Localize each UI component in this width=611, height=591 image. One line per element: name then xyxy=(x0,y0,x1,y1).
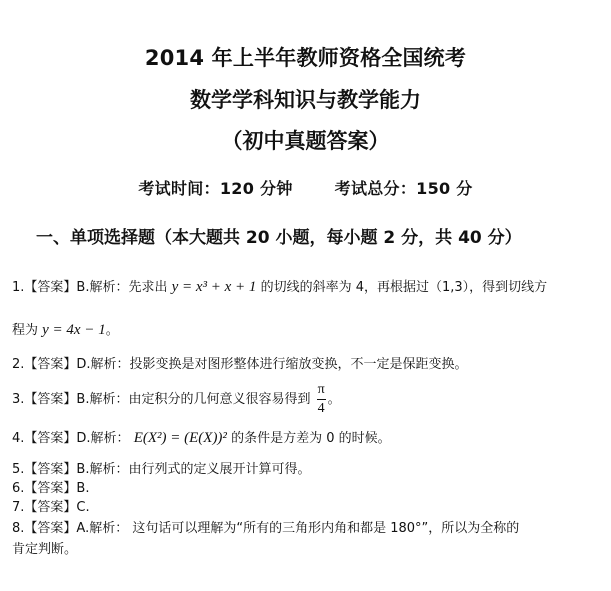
document-title: 2014 年上半年教师资格全国统考 xyxy=(144,46,467,70)
fraction-denominator: 4 xyxy=(317,401,325,416)
answer-1 xyxy=(12,276,547,296)
answer-1-cont-suffix: 。 xyxy=(105,323,119,338)
answer-4-suffix: 的条件是方差为 0 的时候。 xyxy=(226,431,391,446)
answer-3-suffix: 。 xyxy=(327,392,341,407)
total-score: 考试总分：150 分 xyxy=(334,179,473,198)
answer-8-continued: 肯定判断。 xyxy=(12,542,78,557)
answer-7: 7.【答案】C. xyxy=(12,500,90,515)
answer-2: 2.【答案】D.解析：投影变换是对图形整体进行缩放变换，不一定是保距变换。 xyxy=(12,357,468,372)
fraction-numerator: π xyxy=(317,382,325,397)
answer-4-formula: E(X²) = (E(X))² xyxy=(133,430,227,446)
exam-time: 考试时间：120 分钟 xyxy=(138,179,293,198)
answer-1-suffix: 的切线的斜率为 4，再根据过（1,3），得到切线方 xyxy=(256,280,548,295)
answer-4 xyxy=(12,427,391,447)
document-subtitle: 数学学科知识与教学能力 xyxy=(190,88,421,112)
answer-6: 6.【答案】B. xyxy=(12,481,90,496)
document-subtitle-level: （初中真题答案） xyxy=(221,129,390,153)
exam-meta xyxy=(0,176,611,199)
answer-1-cont-formula: y = 4x − 1 xyxy=(42,322,106,338)
answer-1-prefix: 1.【答案】B.解析：先求出 xyxy=(12,280,172,295)
answer-8: 8.【答案】A.解析： 这句话可以理解为“所有的三角形内角和都是 180°”，所以为全称的 xyxy=(12,521,520,536)
answer-5: 5.【答案】B.解析：由行列式的定义展开计算可得。 xyxy=(12,462,311,477)
answer-1-cont-prefix: 程为 xyxy=(12,323,43,338)
answer-3-prefix: 3.【答案】B.解析：由定积分的几何意义很容易得到 xyxy=(12,392,315,407)
section-heading: 一、单项选择题（本大题共 20 小题，每小题 2 分，共 40 分） xyxy=(36,228,522,248)
answer-1-formula: y = x³ + x + 1 xyxy=(171,279,257,295)
answer-1-continued xyxy=(12,319,119,339)
fraction-bar xyxy=(317,399,326,400)
answer-3-fraction xyxy=(317,383,326,416)
answer-3 xyxy=(12,383,341,416)
answer-4-prefix: 4.【答案】D.解析： xyxy=(12,431,134,446)
